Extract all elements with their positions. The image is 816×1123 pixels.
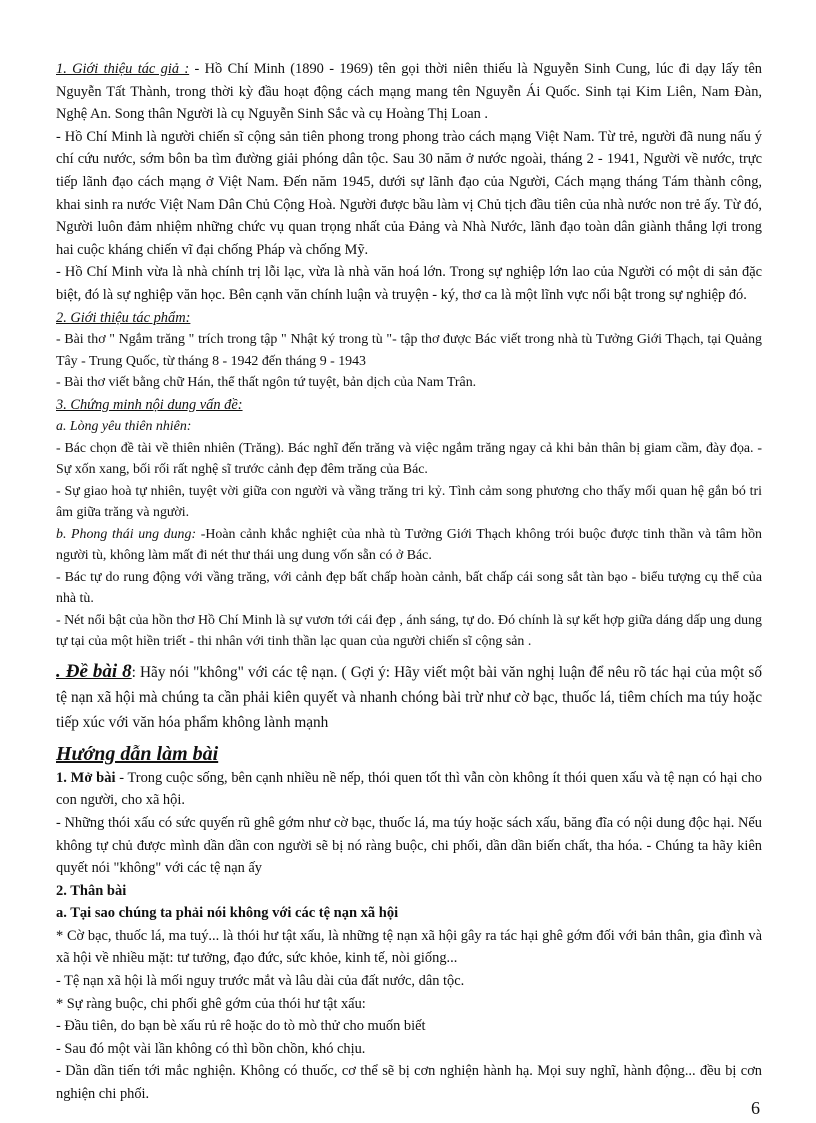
body-p1: * Cờ bạc, thuốc lá, ma tuý... là thói hư tật xấu, là những tệ nạn xã hội gây ra tác hại ghê gớm đối với bản thân, gia đình và xã hội về nhiều mặt: tư tưởng, đạo đức, sức khỏe, kinh tế, nòi giống... [56, 927, 762, 967]
composure-intro: b. Phong thái ung dung: -Hoàn cảnh khắc nghiệt của nhà tù Tưởng Giới Thạch không trói buộc được tinh thần và tâm hồn người tù, không làm mất đi nét thư thái ung dung vốn sẵn có ở Bác. [56, 526, 762, 564]
intro-label: 1. Mở bài [56, 769, 116, 786]
composure-p3: - Nét nổi bật của hồn thơ Hồ Chí Minh là sự vươn tới cái đẹp , ánh sáng, tự do. Đó chính là sự kết hợp giữa dáng dấp ung dung tự tại của một hiền triết - thi nhân với tinh thần lạc quan của người chiến sĩ cộng sản . [56, 612, 762, 650]
topic-8-label: . Đề bài 8 [56, 660, 132, 682]
nature-heading: a. Lòng yêu thiên nhiên: [56, 419, 192, 435]
intro-p2: - Những thói xấu có sức quyến rũ ghê gớm như cờ bạc, thuốc lá, ma túy hoặc sách xấu, băng đĩa có nội dung độc hại. Nếu không tự chủ được mình dần dần con người sẽ bị nó ràng buộc, chi phối, dần dần biến chất, tha hóa. - Chúng ta hãy kiên quyết nói "không" với các tệ nạn ấy [56, 814, 762, 877]
content-heading: 3. Chứng minh nội dung vấn đề: [56, 396, 243, 413]
guide-title: Hướng dẫn làm bài [56, 742, 219, 765]
work-source: - Bài thơ " Ngắm trăng " trích trong tập " Nhật ký trong tù "- tập thơ được Bác viết trong nhà tù Tưởng Giới Thạch, tại Quảng Tây - Trung Quốc, từ tháng 8 - 1942 đến tháng 9 - 1943 [56, 332, 762, 369]
author-literature: - Hồ Chí Minh vừa là nhà chính trị lỗi lạc, vừa là nhà văn hoá lớn. Trong sự nghiệp lớn lao của Người có một di sản đặc biệt, đó là sự nghiệp văn học. Bên cạnh văn chính luận và truyện - ký, thơ ca là một lĩnh vực nổi bật trong sự nghiệp đó. [56, 264, 762, 303]
author-intro: 1. Giới thiệu tác giả : - Hồ Chí Minh (1890 - 1969) tên gọi thời niên thiếu là Nguyễn Sinh Cung, lúc đi dạy lấy tên Nguyễn Tất Thành, trong thời kỳ đầu hoạt động cách mạng mang tên Nguyễn Ái Quốc. Sinh tại Kim Liên, Nam Đàn, Nghệ An. Song thân Người là cụ Nguyễn Sinh Sắc và cụ Hoàng Thị Loan . [56, 61, 762, 123]
body-p5: - Sau đó một vài lần không có thì bồn chồn, khó chịu. [56, 1040, 366, 1057]
page-number: 6 [751, 1098, 760, 1118]
body-p2: - Tệ nạn xã hội là mối nguy trước mắt và lâu dài của đất nước, dân tộc. [56, 973, 465, 990]
author-heading: 1. Giới thiệu tác giả : [56, 61, 190, 77]
body-a-label: a. Tại sao chúng ta phải nói không với các tệ nạn xã hội [56, 905, 399, 922]
body-p4: - Đầu tiên, do bạn bè xấu rủ rê hoặc do tò mò thử cho muốn biết [56, 1018, 426, 1035]
composure-p2: - Bác tự do rung động với vầng trăng, với cảnh đẹp bất chấp hoàn cảnh, bất chấp cái song sắt tàn bạo - biểu tượng cụ thể của nhà tù. [56, 569, 762, 607]
body-p6: - Dần dần tiến tới mắc nghiện. Không có thuốc, cơ thể sẽ bị cơn nghiện hành hạ. Mọi suy nghĩ, hành động... đều bị cơn nghiện chi phối. [56, 1063, 762, 1103]
body-p3: * Sự ràng buộc, chi phối ghê gớm của thói hư tật xấu: [56, 995, 366, 1012]
body-label: 2. Thân bài [56, 882, 127, 899]
nature-p2: - Sự giao hoà tự nhiên, tuyệt vời giữa con người và vầng trăng tri kỷ. Tình cảm song phương cho thấy mối quan hệ gắn bó tri âm giữa trăng và người. [56, 483, 762, 521]
work-form: - Bài thơ viết bằng chữ Hán, thể thất ngôn tứ tuyệt, bản dịch của Nam Trân. [56, 375, 477, 391]
intro-section: 1. Mở bài - Trong cuộc sống, bên cạnh nhiều nề nếp, thói quen tốt thì vẫn còn không ít thói quen xấu và tệ nạn có hại cho con người, cho xã hội. [56, 769, 762, 809]
composure-heading: b. Phong thái ung dung: [56, 526, 197, 542]
topic-8: . Đề bài 8: Hãy nói "không" với các tệ nạn. ( Gợi ý: Hãy viết một bài văn nghị luận để nêu rõ tác hại của một số tệ nạn xã hội mà chúng ta cần phải kiên quyết và nhanh chóng bài trừ như cờ bạc, thuốc lá, tiêm chích ma túy hoặc tiếp xúc với văn hóa phẩm không lành mạnh [56, 660, 762, 731]
author-career: - Hồ Chí Minh là người chiến sĩ cộng sản tiên phong trong phong trào cách mạng Việt Nam. Từ trẻ, người đã nung nấu ý chí cứu nước, sớm bôn ba tìm đường giải phóng dân tộc. Sau 30 năm ở nước ngoài, tháng 2 - 1941, Người về nước, trực tiếp lãnh đạo cách mạng ở Việt Nam. Đến năm 1945, dưới sự lãnh đạo của Người, Cách mạng tháng Tám thành công, khai sinh ra nước Việt Nam Dân Chủ Cộng Hoà. Người được bầu làm vị Chủ tịch đầu tiên của nhà nước non trẻ ấy. Từ đó, Người luôn đảm nhiệm những chức vụ quan trọng nhất của Đảng và Nhà Nước, lãnh đạo toàn dân giành thắng lợi trong hai cuộc kháng chiến vĩ đại chống Pháp và chống Mỹ. [56, 128, 762, 258]
work-heading: 2. Giới thiệu tác phẩm: [56, 309, 191, 326]
nature-p1: - Bác chọn đề tài về thiên nhiên (Trăng). Bác nghĩ đến trăng và việc ngắm trăng ngay cả khi bản thân bị giam cầm, đày đọa. - Sự xốn xang, bối rối rất nghệ sĩ trước cảnh đẹp đêm trăng của Bác. [56, 440, 762, 478]
document-page [56, 58, 762, 1106]
